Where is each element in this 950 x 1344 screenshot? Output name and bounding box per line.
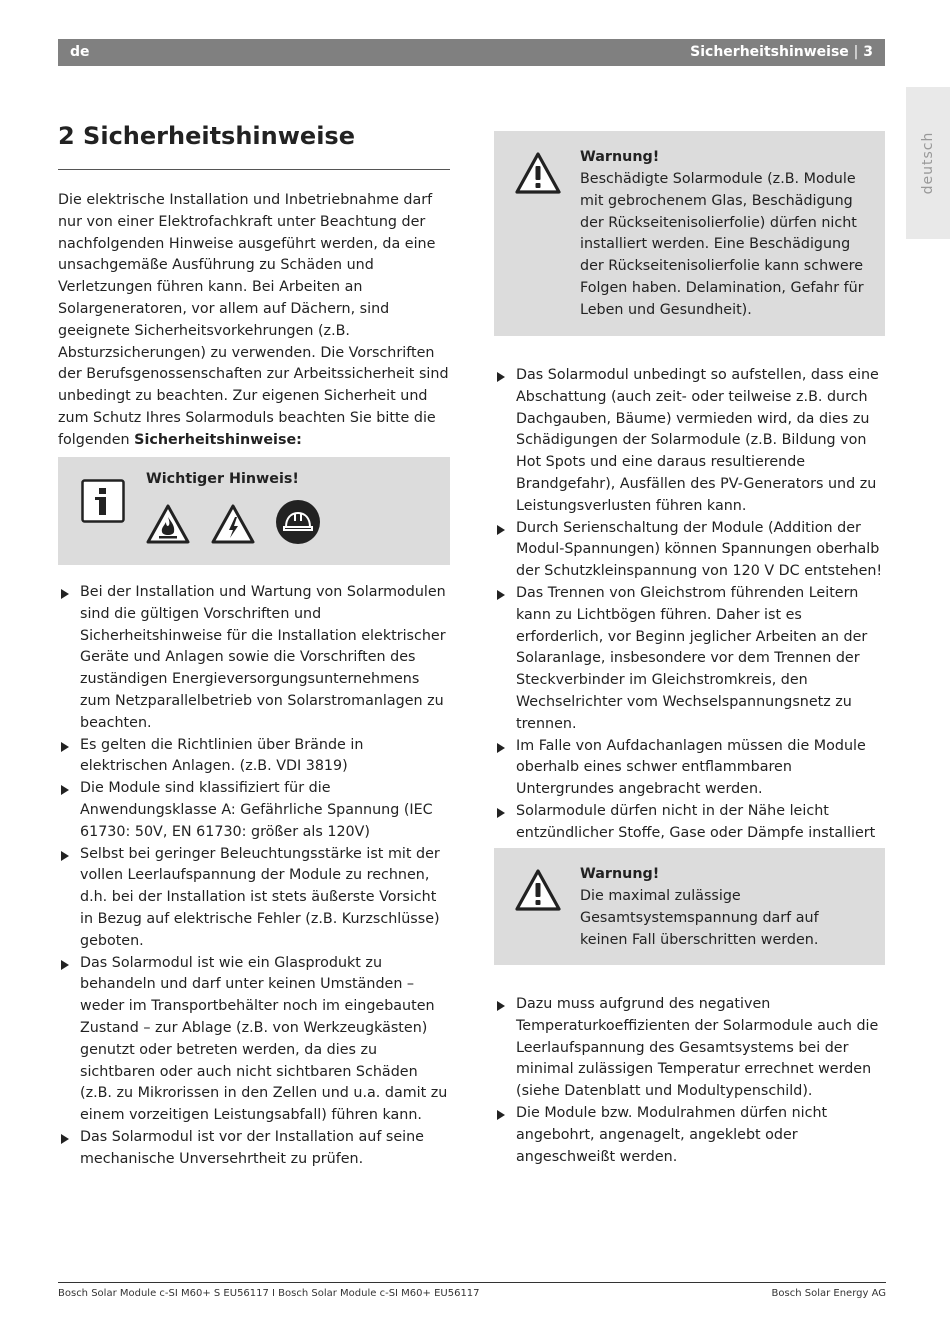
language-tab-label: deutsch — [920, 131, 936, 195]
footer-product-names: Bosch Solar Module c-SI M60+ S EU56117 I Bosch Solar Module c-SI M60+ EU56117 — [58, 1288, 480, 1299]
bullet-arrow-icon — [497, 1110, 505, 1120]
warning-text: Beschädigte Solarmodule (z.B. Module mit gebrochenem Glas, Beschädigung der Rückseitenisolierfolie) dürfen nicht installiert werden. Eine Beschädigung der Rückseitenisolierfolie kann schwere Folgen haben. Delamination, Gefahr für Leben und Gesundheit). — [580, 171, 864, 318]
bullet-arrow-icon — [497, 525, 505, 535]
left-bullet-list — [58, 582, 453, 1171]
list-item-text: Das Solarmodul unbedingt so aufstellen, dass eine Abschattung (auch zeit- oder teilweise z.B. durch Dachgauben, Bäume) vermieden wird, da dies zu Schädigungen der Solarmodule (z.B. Bildung von Hot Spots und eine daraus resultierende Brandgefahr), Ausfällen des PV-Generators und zu Leistungsverlusten führen kann. — [516, 367, 879, 514]
warning-icon — [514, 151, 562, 195]
header-section-title: Sicherheitshinweise — [690, 44, 849, 60]
language-tab[interactable] — [906, 87, 950, 239]
fire-warning-icon — [145, 503, 191, 545]
bullet-arrow-icon — [61, 785, 69, 795]
bullet-arrow-icon — [497, 372, 505, 382]
section-title: 2 Sicherheitshinweise — [58, 122, 355, 150]
list-item — [494, 518, 886, 583]
header-section — [690, 44, 873, 60]
language-code: de — [70, 44, 90, 60]
warning-text: Die maximal zulässige Gesamtsystemspannung darf auf keinen Fall überschritten werden. — [580, 888, 819, 948]
list-item — [494, 583, 886, 736]
bullet-arrow-icon — [61, 960, 69, 970]
list-item-text: Die Module bzw. Modulrahmen dürfen nicht angebohrt, angenagelt, angeklebt oder angeschweißt werden. — [516, 1104, 828, 1165]
intro-bold: Sicherheitshinweise: — [134, 431, 302, 448]
list-item-text: Es gelten die Richtlinien über Brände in elektrischen Anlagen. (z.B. VDI 3819) — [80, 736, 364, 775]
list-item — [494, 365, 886, 518]
bullet-arrow-icon — [61, 742, 69, 752]
list-item-text: Im Falle von Aufdachanlagen müssen die Module oberhalb eines schwer entflammbaren Untergrundes angebracht werden. — [516, 737, 866, 798]
bullet-arrow-icon — [497, 743, 505, 753]
warning-icon — [514, 868, 562, 912]
warning-box — [494, 848, 885, 965]
notice-title: Wichtiger Hinweis! — [146, 471, 299, 487]
list-item-text: Durch Serienschaltung der Module (Addition der Modul-Spannungen) können Spannungen oberhalb der Schutzkleinspannung von 120 V DC entstehen! — [516, 519, 883, 580]
list-item — [494, 994, 886, 1103]
bullet-arrow-icon — [61, 589, 69, 599]
list-item — [58, 844, 453, 953]
list-item-text: Selbst bei geringer Beleuchtungsstärke ist mit der vollen Leerlaufspannung der Module zu rechnen, d.h. bei der Installation ist stets äußerste Vorsicht in Bezug auf elektrische Fehler (z.B. Kurzschlüsse) geboten. — [80, 845, 440, 949]
info-icon — [81, 479, 125, 523]
electric-warning-icon — [210, 503, 256, 545]
bullet-arrow-icon — [61, 1134, 69, 1144]
intro-text: Die elektrische Installation und Inbetriebnahme darf nur von einer Elektrofachkraft unter Beachtung der nachfolgenden Hinweise ausgeführt werden, da eine unsachgemäße Ausführung zu Schäden und Verletzungen führen kann. Bei Arbeiten an Solargeneratoren, vor allem auf Dächern, sind geeignete Sicherheitsvorkehrungen (z.B. Absturzsicherungen) zu verwenden. Die Vorschriften der Berufsgenossenschaften zur Arbeitssicherheit sind unbedingt zu beachten. Zur eigenen Sicherheit und zum Schutz Ihres Solarmoduls beachten Sie bitte die folgenden — [58, 192, 449, 448]
list-item — [58, 582, 453, 735]
intro-paragraph — [58, 190, 453, 452]
warning-title: Warnung! — [580, 149, 660, 165]
warning-title: Warnung! — [580, 866, 660, 882]
page-number: 3 — [863, 44, 873, 60]
list-item-text: Bei der Installation und Wartung von Solarmodulen sind die gültigen Vorschriften und Sicherheitshinweise für die Installation elektrischer Geräte und Anlagen sowie die Vorschriften des zuständigen Energieversorgungsunternehmens zum Netzparallelbetrieb von Solarstromanlagen zu beachten. — [80, 584, 446, 731]
bullet-arrow-icon — [61, 851, 69, 861]
list-item — [494, 1103, 886, 1168]
important-notice-box — [58, 457, 450, 565]
list-item — [494, 736, 886, 801]
list-item-text: Solarmodule dürfen nicht in der Nähe leicht entzündlicher Stoffe, Gase oder Dämpfe installiert — [516, 802, 876, 841]
list-item — [58, 778, 453, 843]
list-item — [58, 735, 453, 779]
warning-box — [494, 131, 885, 336]
header-bar — [58, 39, 885, 66]
footer-company: Bosch Solar Energy AG — [771, 1288, 886, 1299]
list-item-text: Das Solarmodul ist wie ein Glasprodukt zu behandeln und darf unter keinen Umständen – weder im Transportbehälter noch im eingebauten Zustand – zur Ablage (z.B. von Werkzeugkästen) genutzt oder betreten werden, da dies zu sichtbaren oder auch nicht sichtbaren Schäden (z.B. zu Mikrorissen in den Zellen und u.a. damit zu einem vorzeitigen Leistungsabfall) führen kann. — [80, 954, 448, 1124]
bullet-arrow-icon — [497, 590, 505, 600]
list-item-text: Die Module sind klassifiziert für die Anwendungsklasse A: Gefährliche Spannung (IEC 61730: 50V, EN 61730: größer als 120V) — [80, 780, 433, 840]
bullet-arrow-icon — [497, 808, 505, 818]
hard-hat-icon — [275, 499, 321, 545]
bullet-arrow-icon — [497, 1001, 505, 1011]
list-item-text: Dazu muss aufgrund des negativen Temperaturkoeffizienten der Solarmodule auch die Leerlaufspannung des Gesamtsystems bei der minimal zulässigen Temperatur errechnet werden (siehe Datenblatt und Modultypenschild). — [516, 996, 879, 1100]
right-bullet-list-1 — [494, 365, 886, 866]
right-bullet-list-2 — [494, 994, 886, 1168]
list-item — [58, 953, 453, 1127]
title-rule — [58, 169, 450, 170]
header-separator: | — [853, 44, 859, 60]
footer-rule — [58, 1282, 886, 1283]
list-item-text: Das Trennen von Gleichstrom führenden Leitern kann zu Lichtbögen führen. Daher ist es erforderlich, vor Beginn jeglicher Arbeiten an der Solaranlage, insbesondere vor dem Trennen der Steckverbinder im Gleichstromkreis, den Wechselrichter vom Wechselspannungsnetz zu trennen. — [516, 584, 868, 732]
list-item — [58, 1127, 453, 1171]
list-item-text: Das Solarmodul ist vor der Installation auf seine mechanische Unversehrtheit zu prüfen. — [80, 1128, 424, 1167]
